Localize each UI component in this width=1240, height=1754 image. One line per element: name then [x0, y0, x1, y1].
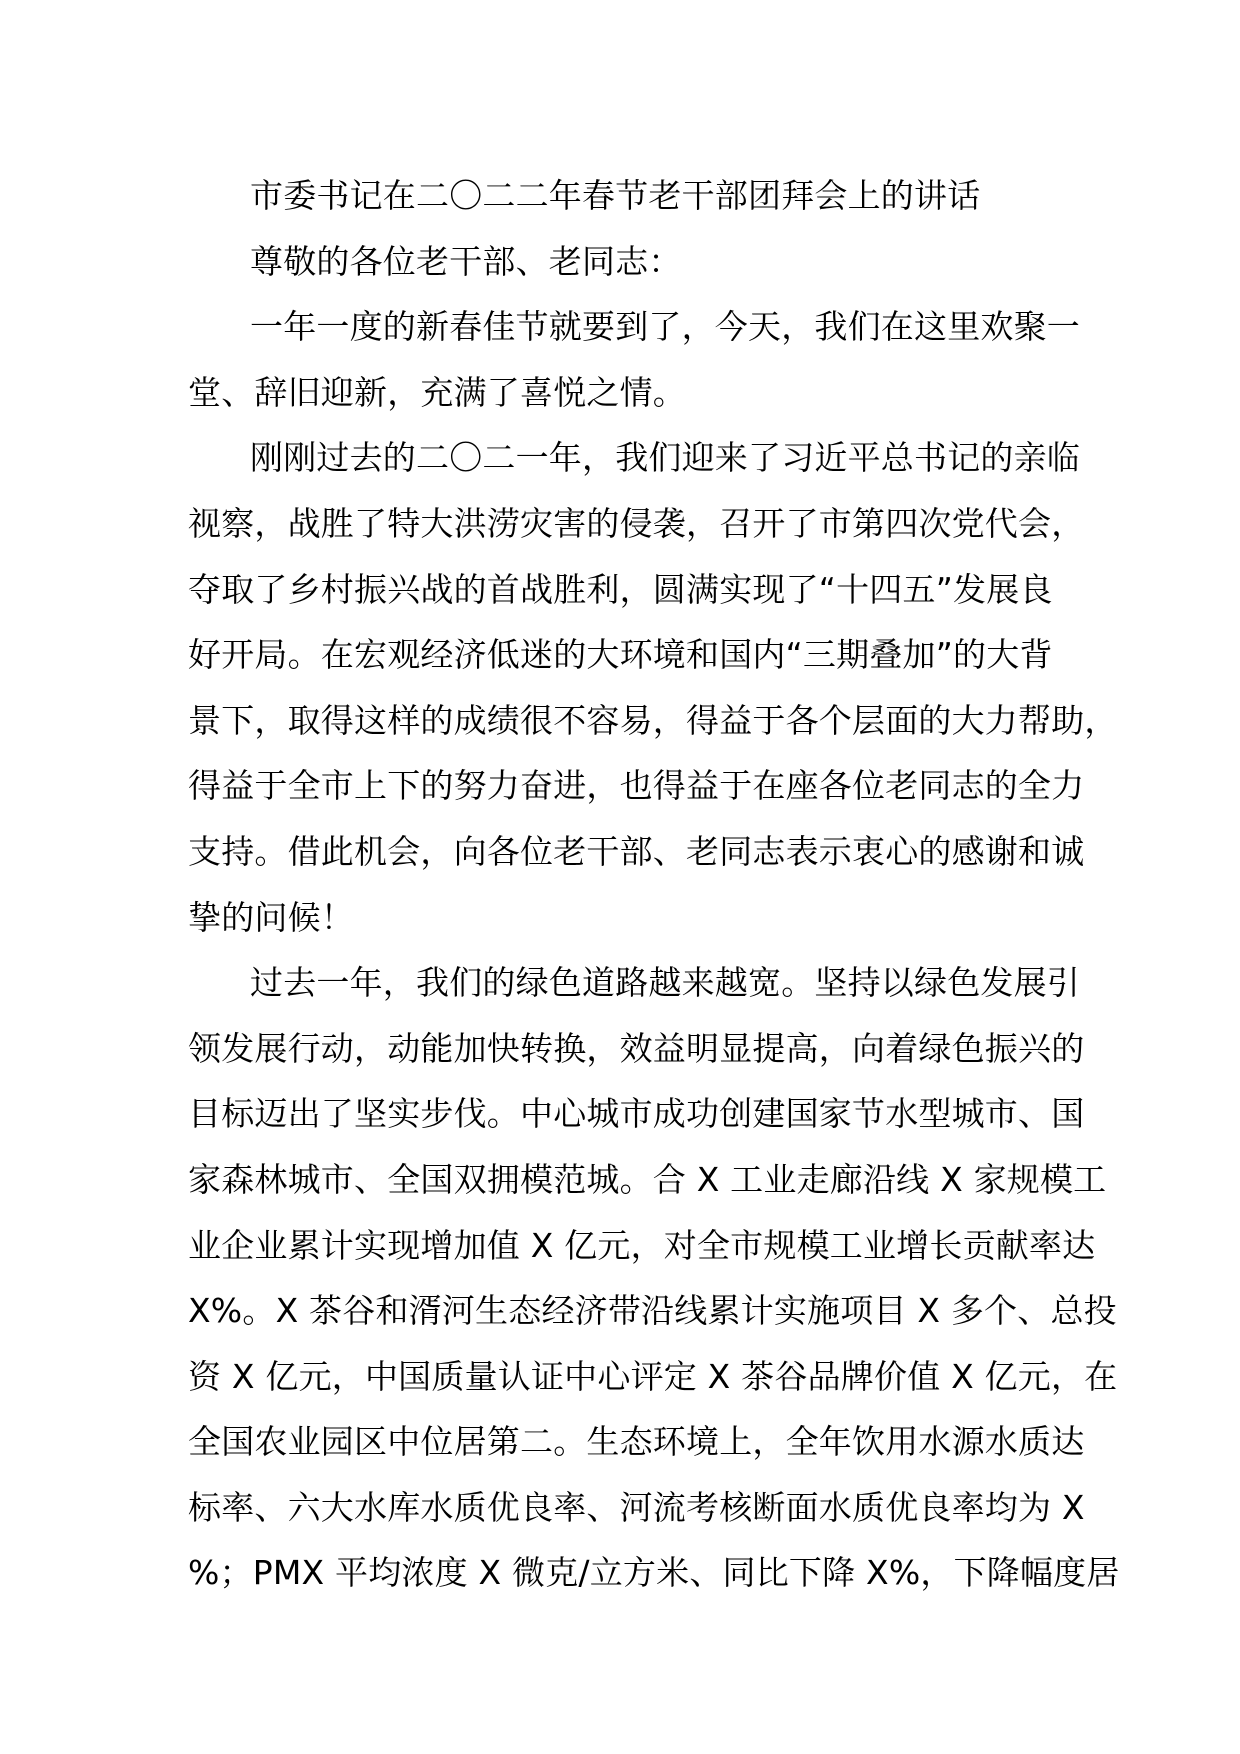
paragraph-line: 夺取了乡村振兴战的首战胜利，圆满实现了“十四五”发展良 [188, 569, 1053, 609]
paragraph-greeting [188, 294, 1080, 425]
paragraph-line: 挚的问候！ [188, 897, 354, 937]
document-title: 市委书记在二〇二二年春节老干部团拜会上的讲话 [250, 176, 981, 215]
paragraph-line: 资 X 亿元，中国质量认证中心评定 X 茶谷品牌价值 X 亿元，在 [188, 1356, 1118, 1396]
paragraph-line: 支持。借此机会，向各位老干部、老同志表示衷心的感谢和诚 [188, 831, 1085, 871]
paragraph-line: X%。X 茶谷和湑河生态经济带沿线累计实施项目 X 多个、总投 [188, 1291, 1117, 1331]
paragraph-line: 业企业累计实现增加值 X 亿元，对全市规模工业增长贡献率达 [188, 1225, 1096, 1265]
paragraph-line: 领发展行动，动能加快转换，效益明显提高，向着绿色振兴的 [188, 1028, 1085, 1068]
paragraph-line: 目标迈出了坚实步伐。中心城市成功创建国家节水型城市、国 [188, 1094, 1085, 1134]
paragraph-green-development [188, 950, 1120, 1606]
paragraph-line: 景下，取得这样的成绩很不容易，得益于各个层面的大力帮助， [188, 700, 1118, 740]
paragraph-line: 过去一年，我们的绿色道路越来越宽。坚持以绿色发展引 [250, 963, 1080, 1003]
paragraph-review [188, 425, 1118, 950]
paragraph-line: 一年一度的新春佳节就要到了，今天，我们在这里欢聚一 [250, 307, 1080, 347]
paragraph-line: 全国农业园区中位居第二。生态环境上，全年饮用水源水质达 [188, 1422, 1085, 1462]
paragraph-line: 家森林城市、全国双拥模范城。合 X 工业走廊沿线 X 家规模工 [188, 1159, 1107, 1199]
paragraph-line: 好开局。在宏观经济低迷的大环境和国内“三期叠加”的大背 [188, 635, 1053, 675]
paragraph-line: %；PMX 平均浓度 X 微克/立方米、同比下降 X%，下降幅度居 [188, 1553, 1120, 1593]
paragraph-line: 视察，战胜了特大洪涝灾害的侵袭，召开了市第四次党代会， [188, 503, 1085, 543]
paragraph-line: 堂、辞旧迎新，充满了喜悦之情。 [188, 372, 686, 412]
document-body [188, 163, 1120, 1606]
paragraph-line: 得益于全市上下的努力奋进，也得益于在座各位老同志的全力 [188, 766, 1085, 806]
paragraph-line: 刚刚过去的二〇二一年，我们迎来了习近平总书记的亲临 [250, 438, 1080, 478]
paragraph-line: 标率、六大水库水质优良率、河流考核断面水质优良率均为 X [188, 1487, 1085, 1527]
salutation: 尊敬的各位老干部、老同志： [250, 241, 682, 281]
